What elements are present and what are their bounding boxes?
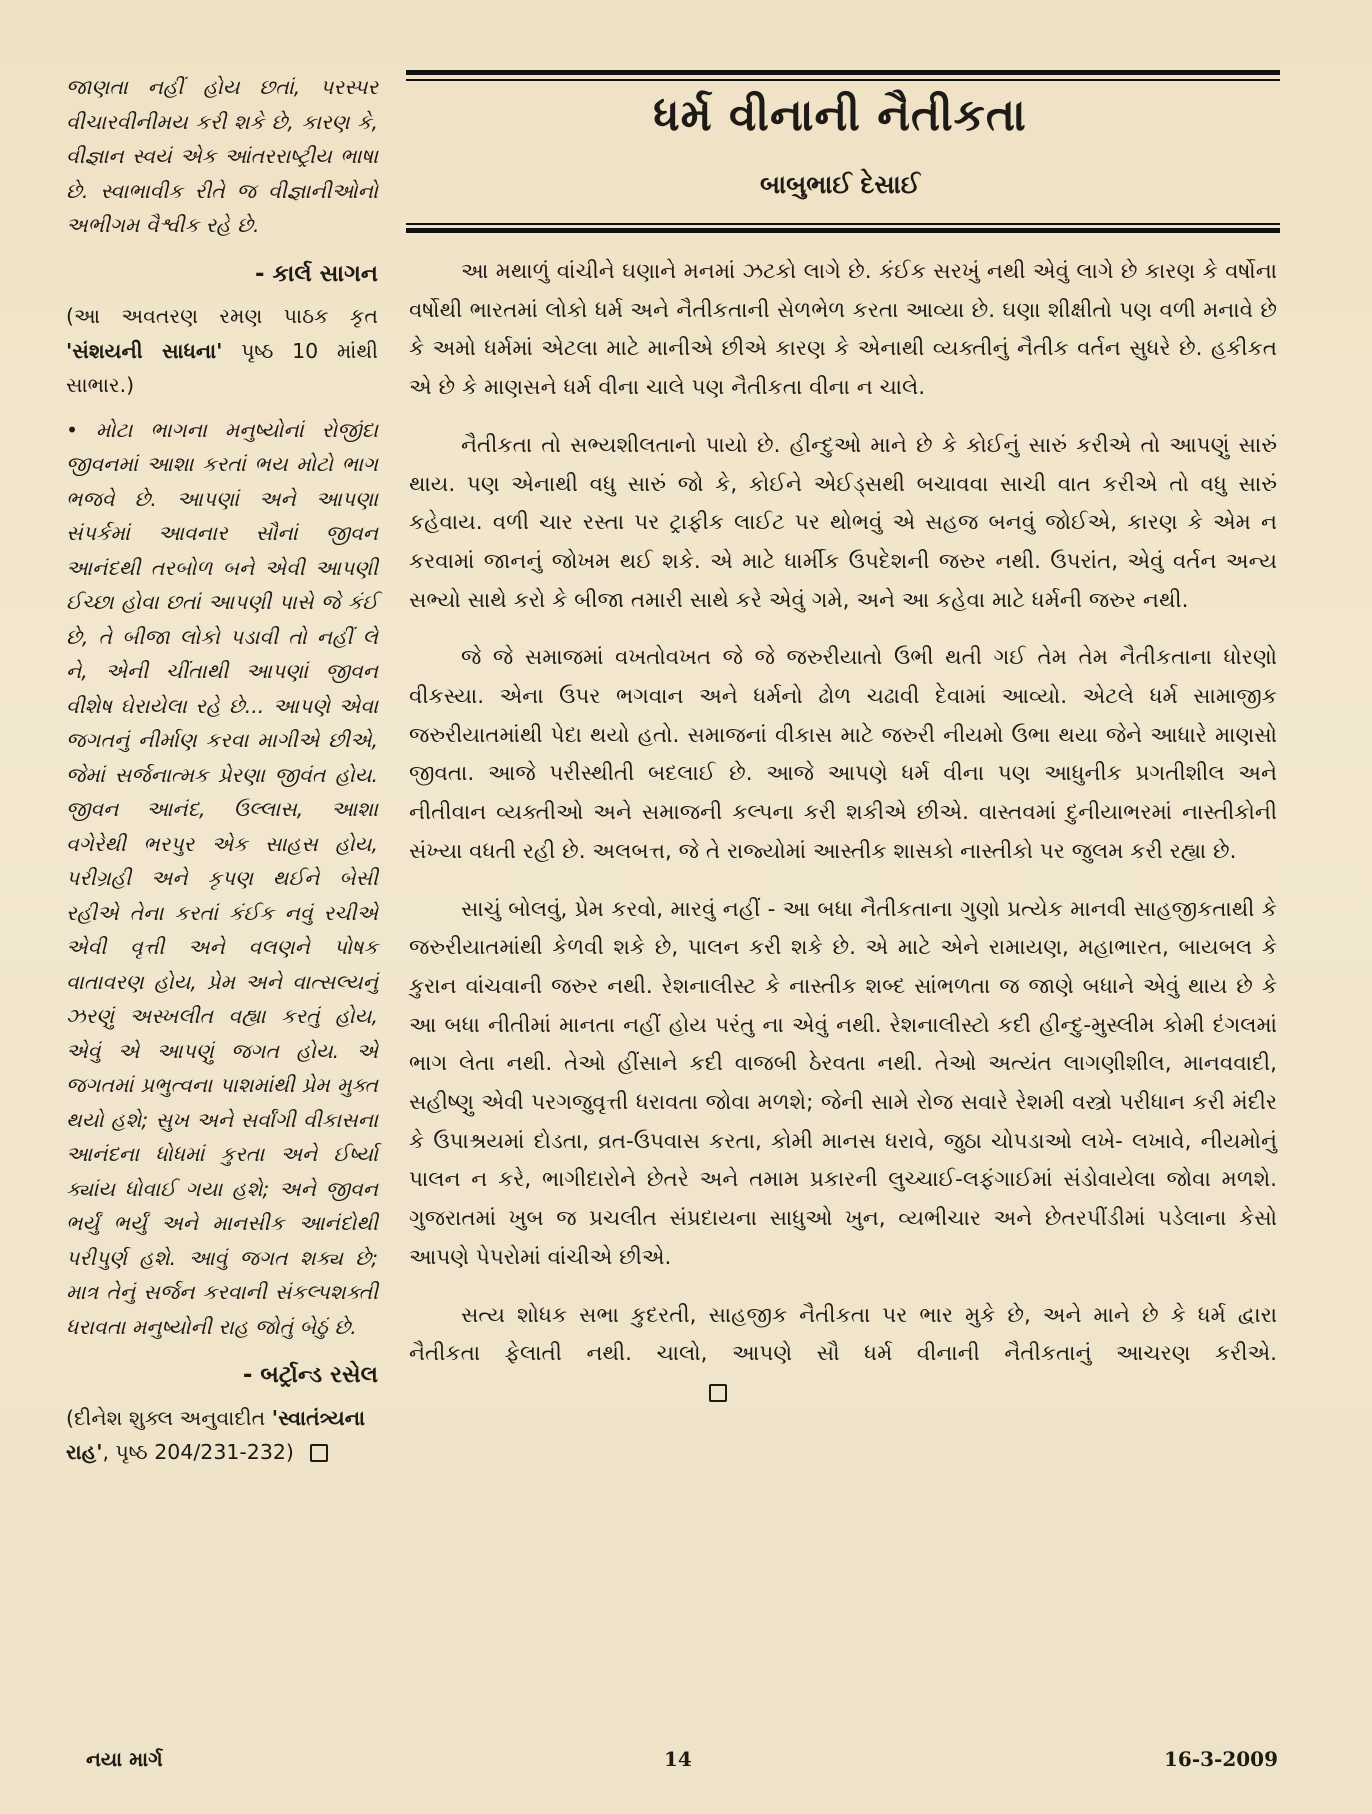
article-paragraph: આ મથાળું વાંચીને ઘણાને મનમાં ઝટકો લાગે છે. કંઈક સરખું નથી એવું લાગે છે કારણ કે વર્ષોના વર્ષોથી ભારતમાં લોકો ધર્મ અને નૈતીકતાની સેળભેળ કરતા આવ્યા છે. ઘણા શીક્ષીતો પણ વળી મનાવે છે કે અમો ધર્મમાં એટલા માટે માનીએ છીએ કારણ કે એનાથી વ્યક્તીનું નૈતીક વર્તન સુધરે છે. હકીકત એ છે કે માણસને ધર્મ વીના ચાલે પણ નૈતીકતા વીના ન ચાલે. [409, 259, 1277, 401]
source-text: (આ અવતરણ રમણ પાઠક કૃત [66, 304, 378, 328]
article-paragraph: નૈતીકતા તો સભ્યશીલતાનો પાયો છે. હીન્દુઓ માને છે કે કોઈનું સારું કરીએ તો આપણું સારું થાય. પણ એનાથી વધુ સારું જો કે, કોઈને એઈડ્સથી બચાવવા સાચી વાત કરીએ તો વધુ સારું કહેવાય. વળી ચાર રસ્તા પર ટ્રાફીક લાઈટ પર થોભવું એ સહજ બનવું જોઈએ, કારણ કે એમ ન કરવામાં જાનનું જોખમ થઈ શકે. એ માટે ધાર્મીક ઉપદેશની જરુર નથી. ઉપરાંત, એવું વર્તન અન્ય સભ્યો સાથે કરો કે બીજા તમારી સાથે કરે એવું ગમે, અને આ કહેવા માટે ધર્મની જરુર નથી. [409, 432, 1277, 613]
article-paragraph-last [409, 1297, 1277, 1413]
article-paragraph: સાચું બોલવું, પ્રેમ કરવો, મારવું નહીં - આ બધા નૈતીકતાના ગુણો પ્રત્યેક માનવી સાહજીકતાથી કે જરુરીયાતમાંથી કેળવી શકે છે, પાલન કરી શકે છે. એ માટે એને રામાયણ, મહાભારત, બાયબલ કે કુરાન વાંચવાની જરુર નથી. રેશનાલીસ્ટ કે નાસ્તીક શબ્દ સાંભળતા જ જાણે બધાને એવું થાય છે કે આ બધા નીતીમાં માનતા નહીં હોય પરંતુ ના એવું નથી. રેશનાલીસ્ટો કદી હીન્દુ-મુસ્લીમ કોમી દંગલમાં ભાગ લેતા નથી. તેઓ હીંસાને કદી વાજબી ઠેરવતા નથી. તેઓ અત્યંત લાગણીશીલ, માનવવાદી, સહીષ્ણુ એવી પરગજુવૃત્તી ધરાવતા જોવા મળશે; જેની સામે રોજ સવારે રેશમી વસ્ત્રો પરીધાન કરી મંદીર કે ઉપાશ્રયમાં દોડતા, વ્રત-ઉપવાસ કરતા, કોમી માનસ ધરાવે, જુઠા ચોપડાઓ લખે- લખાવે, નીયમોનું પાલન ન કરે, ભાગીદારોને છેતરે અને તમામ પ્રકારની લુચ્ચાઈ-લફંગાઈમાં સંડોવાયેલા જોવા મળશે. ગુજરાતમાં ખુબ જ પ્રચલીત સંપ્રદાયના સાધુઓ ખુન, વ્યભીચાર અને છેતરપીંડીમાં પડેલાના કેસો આપણે પેપરોમાં વાંચીએ છીએ. [409, 896, 1277, 1270]
article-title: ધર્મ વીનાની નૈતીકતા [653, 90, 1027, 141]
footer-publication: નયા માર્ગ [86, 1747, 163, 1771]
end-mark-icon [310, 1444, 328, 1462]
quote-source-sagan [66, 299, 378, 403]
article-paragraph-text: સત્ય શોધક સભા કુદરતી, સાહજીક નૈતીકતા પર ભાર મુકે છે, અને માને છે કે ધર્મ દ્વારા નૈતીકતા ફેલાતી નથી. ચાલો, આપણે સૌ ધર્મ વીનાની નૈતીકતાનું આચરણ કરીએ. [409, 1302, 1277, 1367]
quote-author-sagan: - કાર્લ સાગન [254, 260, 378, 287]
end-mark-icon [709, 1384, 727, 1402]
source-text: , પૃષ્ઠ 204/231-232) [102, 1440, 294, 1464]
source-text: પૃષ્ઠ 10 માંથી સાભાર.) [66, 338, 378, 397]
footer-page-number: 14 [664, 1747, 692, 1771]
quote-sagan: જાણતા નહીં હોય છતાં, પરસ્પર વીચારવીનીમય કરી શકે છે, કારણ કે, વીજ્ઞાન સ્વયં એક આંતરરાષ્ટ્રીય ભાષા છે. સ્વાભાવીક રીતે જ વીજ્ઞાનીઓનો અભીગમ વૈશ્વીક રહે છે. [66, 75, 378, 237]
title-top-rule [406, 70, 1280, 75]
source-text: (દીનેશ શુક્લ અનુવાદીત [66, 1405, 266, 1430]
source-book-title: 'સ્વાતંત્ર્યના રાહ' [66, 1405, 366, 1464]
quote-source-russell [66, 1401, 378, 1470]
title-top-rule-thin [406, 79, 1280, 81]
quote-russell: • મોટા ભાગના મનુષ્યોનાં રોજીંદા જીવનમાં આશા કરતાં ભય મોટો ભાગ ભજવે છે. આપણાં અને આપણા સંપર્કમાં આવનાર સૌનાં જીવન આનંદથી તરબોળ બને એવી આપણી ઈચ્છા હોવા છતાં આપણી પાસે જે કંઈ છે, તે બીજા લોકો પડાવી તો નહીં લે ને, એની ચીંતાથી આપણાં જીવન વીશેષ ઘેરાયેલા રહે છે... આપણે એવા જગતનું નીર્માણ કરવા માગીએ છીએ, જેમાં સર્જનાત્મક પ્રેરણા જીવંત હોય. જીવન આનંદ, ઉલ્લાસ, આશા વગેરેથી ભરપુર એક સાહસ હોય, પરીગ્રહી અને કૃપણ થઈને બેસી રહીએ તેના કરતાં કંઈક નવું રચીએ એવી વૃત્તી અને વલણને પોષક વાતાવરણ હોય, પ્રેમ અને વાત્સલ્યનું ઝરણું અસ્ખલીત વહ્યા કરતું હોય, એવું એ આપણું જગત હોય. એ જગતમાં પ્રભુત્વના પાશમાંથી પ્રેમ મુક્ત થયો હશે; સુખ અને સર્વાંગી વીકાસના આનંદના ધોધમાં કુરતા અને ઈર્ષ્યા ક્યાંય ધોવાઈ ગયા હશે; અને જીવન ભર્યું ભર્યું અને માનસીક આનંદોથી પરીપુર્ણ હશે. આવું જગત શક્ય છે; માત્ર તેનું સર્જન કરવાની સંકલ્પશક્તી ધરાવતા મનુષ્યોની રાહ જોતું બેઠું છે. [66, 417, 378, 1339]
article-body [409, 253, 1277, 1413]
article-author: બાબુભાઈ દેસાઈ [759, 170, 921, 199]
source-book-title: 'સંશયની સાધના' [66, 338, 223, 363]
sidebar-quotes [66, 70, 378, 1470]
article-paragraph: જે જે સમાજમાં વખતોવખત જે જે જરુરીયાતો ઉભી થતી ગઈ તેમ તેમ નૈતીકતાના ધોરણો વીકસ્યા. એના ઉપર ભગવાન અને ધર્મનો ઢોળ ચઢાવી દેવામાં આવ્યો. એટલે ધર્મ સામાજીક જરુરીયાતમાંથી પેદા થયો હતો. સમાજનાં વીકાસ માટે જરુરી નીયમો ઉભા થયા જેને આધારે માણસો જીવતા. આજે પરીસ્થીતી બદલાઈ છે. આજે આપણે ધર્મ વીના પણ આધુનીક પ્રગતીશીલ અને નીતીવાન વ્યક્તીઓ અને સમાજની કલ્પના કરી શકીએ છીએ. વાસ્તવમાં દુનીયાભરમાં નાસ્તીકોની સંખ્યા વધતી રહી છે. અલબત્ત, જે તે રાજ્યોમાં આસ્તીક શાસકો નાસ્તીકો પર જુલમ કરી રહ્યા છે. [409, 645, 1277, 864]
title-bottom-rule [406, 228, 1280, 233]
footer-date: 16-3-2009 [1164, 1747, 1279, 1771]
quote-author-russell: - બર્ટ્રાન્ડ રસેલ [242, 1362, 378, 1388]
title-bottom-rule-thin [406, 223, 1280, 225]
